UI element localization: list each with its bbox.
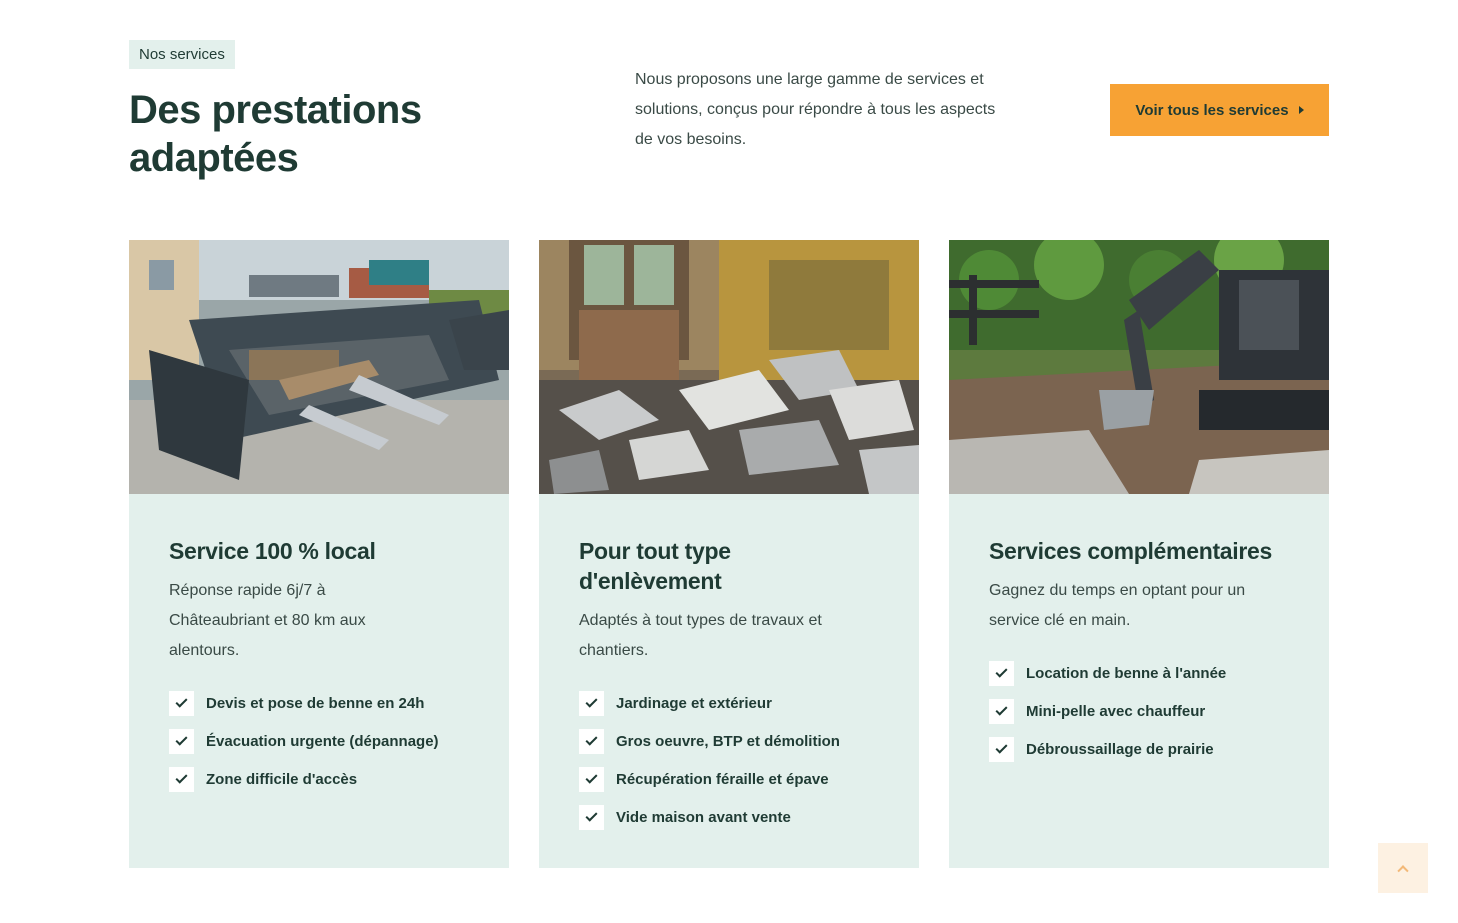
card-title: Service 100 % local <box>169 538 376 564</box>
list-item-label: Gros oeuvre, BTP et démolition <box>616 732 840 750</box>
list-item-label: Récupération féraille et épave <box>616 770 829 788</box>
list-item-label: Location de benne à l'année <box>1026 664 1227 682</box>
view-all-services-label: Voir tous les services <box>1135 101 1289 119</box>
check-icon <box>989 661 1014 686</box>
check-icon <box>579 767 604 792</box>
section-tag: Nos services <box>129 40 235 69</box>
dumpster-photo <box>129 240 509 494</box>
chevron-up-icon <box>1397 865 1408 876</box>
list-item-label: Mini-pelle avec chauffeur <box>1026 702 1206 720</box>
feature-list <box>169 684 469 798</box>
list-item <box>989 730 1289 768</box>
list-item <box>169 760 469 798</box>
card-text: Adaptés à tout types de travaux et chantiers. <box>579 612 822 659</box>
service-card-extra <box>949 240 1329 868</box>
excavator-photo <box>949 240 1329 494</box>
check-icon <box>579 729 604 754</box>
list-item <box>579 722 879 760</box>
list-item-label: Zone difficile d'accès <box>206 770 358 788</box>
list-item-label: Jardinage et extérieur <box>616 694 772 712</box>
feature-list <box>989 654 1289 768</box>
service-card-removal <box>539 240 919 868</box>
scroll-to-top-button[interactable] <box>1378 843 1428 893</box>
card-title: Pour tout type d'enlèvement <box>579 538 731 594</box>
card-text: Gagnez du temps en optant pour un service clé en main. <box>989 582 1246 629</box>
list-item-label: Vide maison avant vente <box>616 808 791 826</box>
list-item <box>579 798 879 836</box>
service-card-local <box>129 240 509 868</box>
check-icon <box>169 767 194 792</box>
section-intro: Nous proposons une large gamme de services et solutions, conçus pour répondre à tous les aspects de vos besoins. <box>635 71 996 148</box>
check-icon <box>989 737 1014 762</box>
caret-right-icon <box>1299 106 1304 114</box>
section-title: Des prestations adaptées <box>129 88 422 180</box>
check-icon <box>169 729 194 754</box>
list-item <box>169 684 469 722</box>
demolition-photo <box>539 240 919 494</box>
list-item <box>579 684 879 722</box>
list-item <box>169 722 469 760</box>
card-text: Réponse rapide 6j/7 à Châteaubriant et 80 km aux alentours. <box>169 582 366 659</box>
list-item-label: Débroussaillage de prairie <box>1026 740 1214 758</box>
list-item <box>579 760 879 798</box>
check-icon <box>169 691 194 716</box>
check-icon <box>989 699 1014 724</box>
list-item <box>989 692 1289 730</box>
card-title: Services complémentaires <box>989 538 1273 564</box>
feature-list <box>579 684 879 836</box>
check-icon <box>579 691 604 716</box>
list-item-label: Devis et pose de benne en 24h <box>206 694 425 712</box>
list-item <box>989 654 1289 692</box>
check-icon <box>579 805 604 830</box>
view-all-services-button[interactable] <box>1110 84 1329 136</box>
list-item-label: Évacuation urgente (dépannage) <box>206 732 439 750</box>
